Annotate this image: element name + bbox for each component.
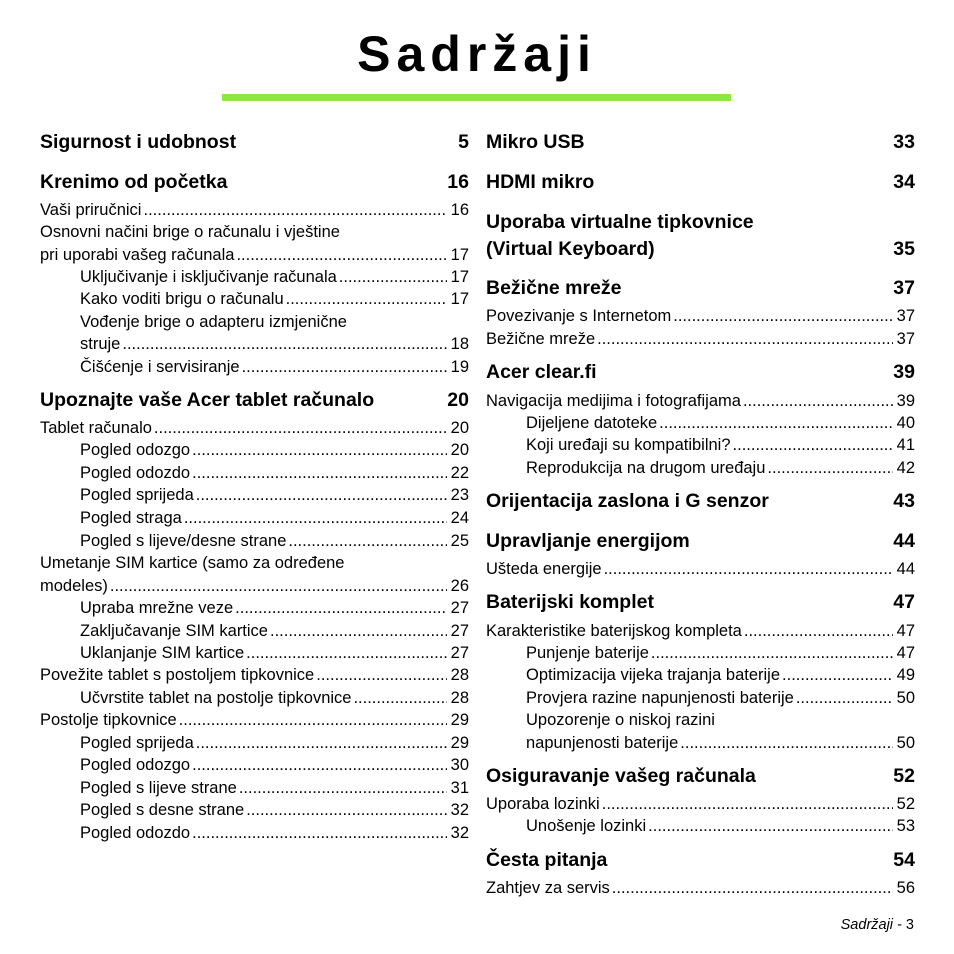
toc-entry[interactable] (80, 313, 469, 332)
toc-heading[interactable] (486, 211, 915, 234)
toc-entry-title: Postolje tipkovnice (40, 711, 177, 729)
toc-dot-leader (673, 307, 892, 326)
toc-page-number: 49 (896, 666, 915, 684)
toc-entry[interactable] (80, 532, 469, 551)
toc-dot-leader (143, 201, 446, 220)
toc-dot-leader (239, 779, 447, 798)
toc-dot-leader (353, 689, 446, 708)
toc-entry[interactable] (80, 486, 469, 505)
title-underline (222, 94, 731, 101)
toc-entry[interactable] (526, 459, 915, 478)
toc-entry-title: Pogled odozgo (80, 441, 191, 459)
toc-page-number: 22 (450, 464, 469, 482)
toc-page-number: 40 (896, 414, 915, 432)
page-footer (841, 917, 914, 933)
toc-entry[interactable] (526, 734, 915, 753)
toc-entry[interactable] (486, 795, 915, 814)
toc-page-number: 17 (450, 246, 469, 264)
toc-heading-title: HDMI mikro (486, 171, 595, 193)
toc-entry[interactable] (80, 689, 469, 708)
toc-heading[interactable] (486, 849, 915, 872)
toc-entry-title: Čišćenje i servisiranje (80, 358, 240, 376)
toc-heading-title: Osiguravanje vašeg računala (486, 765, 756, 787)
toc-entry[interactable] (486, 307, 915, 326)
toc-page-number: 29 (450, 711, 469, 729)
toc-entry[interactable] (80, 801, 469, 820)
toc-page-number: 16 (450, 201, 469, 219)
toc-entry-title: Pogled odozdo (80, 824, 191, 842)
toc-page-number: 43 (893, 490, 915, 512)
toc-page-number: 53 (896, 817, 915, 835)
toc-entry[interactable] (486, 622, 915, 641)
toc-entry-title: Zahtjev za servis (486, 879, 610, 897)
toc-page-number: 52 (893, 765, 915, 787)
toc-entry[interactable] (80, 335, 469, 354)
toc-dot-leader (782, 666, 893, 685)
toc-dot-leader (680, 734, 892, 753)
toc-entry-title: Pogled sprijeda (80, 486, 194, 504)
toc-page-number: 28 (450, 689, 469, 707)
toc-dot-leader (122, 335, 446, 354)
toc-heading-title: Mikro USB (486, 131, 585, 153)
toc-heading[interactable] (486, 361, 915, 384)
toc-dot-leader (192, 464, 447, 483)
toc-page-number: 37 (896, 307, 915, 325)
toc-entry[interactable] (486, 330, 915, 349)
toc-entry[interactable] (80, 509, 469, 528)
toc-entry[interactable] (526, 644, 915, 663)
toc-entry-title: Navigacija medijima i fotografijama (486, 392, 741, 410)
toc-entry-title: Uporaba lozinki (486, 795, 600, 813)
toc-entry[interactable] (526, 436, 915, 455)
toc-entry-title: Pogled s lijeve strane (80, 779, 237, 797)
toc-heading[interactable] (486, 238, 915, 261)
toc-page-number: 28 (450, 666, 469, 684)
toc-entry-title: modeles) (40, 577, 108, 595)
toc-heading-title: Sigurnost i udobnost (40, 131, 237, 153)
toc-entry-title: Pogled s desne strane (80, 801, 245, 819)
toc-page-number: 34 (893, 171, 915, 193)
toc-entry-title: Učvrstite tablet na postolje tipkovnice (80, 689, 352, 707)
toc-page-number: 27 (450, 599, 469, 617)
toc-entry-title: Upozorenje o niskoj razini (526, 711, 715, 729)
toc-entry-title: Punjenje baterije (526, 644, 649, 662)
toc-page-number: 20 (450, 441, 469, 459)
toc-page-number: 20 (450, 419, 469, 437)
toc-entry[interactable] (40, 554, 469, 573)
toc-dot-leader (288, 532, 446, 551)
toc-entry[interactable] (40, 711, 469, 730)
toc-page-number: 33 (893, 131, 915, 153)
toc-entry[interactable] (80, 358, 469, 377)
footer-label: Sadržaji - (840, 917, 902, 933)
toc-dot-leader (651, 644, 893, 663)
toc-entry-title: Uklanjanje SIM kartice (80, 644, 245, 662)
toc-page-number: 47 (893, 591, 915, 613)
toc-entry-title: Unošenje lozinki (526, 817, 647, 835)
toc-entry[interactable] (486, 392, 915, 411)
toc-dot-leader (192, 824, 447, 843)
toc-dot-leader (733, 436, 893, 455)
toc-page-number: 37 (893, 277, 915, 299)
toc-dot-leader (246, 644, 446, 663)
toc-page-number: 54 (893, 849, 915, 871)
toc-dot-leader (270, 622, 447, 641)
toc-entry-title: Upraba mrežne veze (80, 599, 234, 617)
toc-entry[interactable] (80, 734, 469, 753)
toc-page-number: 17 (450, 290, 469, 308)
toc-heading-title: Upoznajte vaše Acer tablet računalo (40, 389, 375, 411)
toc-page-number: 27 (450, 644, 469, 662)
toc-dot-leader (192, 441, 447, 460)
toc-entry[interactable] (40, 246, 469, 265)
toc-entry-title: Karakteristike baterijskog kompleta (486, 622, 742, 640)
toc-entry-title: Ušteda energije (486, 560, 602, 578)
toc-page-number: 16 (447, 171, 469, 193)
toc-heading-title: Česta pitanja (486, 849, 608, 871)
toc-dot-leader (602, 795, 893, 814)
toc-page-number: 39 (893, 361, 915, 383)
toc-page-number: 17 (450, 268, 469, 286)
toc-page-number: 23 (450, 486, 469, 504)
toc-page-number: 35 (893, 238, 915, 260)
toc-entry-title: struje (80, 335, 121, 353)
toc-page-number: 44 (893, 530, 915, 552)
toc-heading[interactable] (486, 490, 915, 513)
toc-heading-title: Baterijski komplet (486, 591, 654, 613)
toc-entry-title: Vaši priručnici (40, 201, 142, 219)
footer-page-number: 3 (905, 917, 914, 933)
toc-entry-title: Bežične mreže (486, 330, 596, 348)
toc-heading-title: Upravljanje energijom (486, 530, 690, 552)
toc-entry-title: Uključivanje i isključivanje računala (80, 268, 337, 286)
toc-entry-title: Umetanje SIM kartice (samo za određene (40, 554, 345, 572)
toc-heading[interactable] (40, 389, 469, 412)
toc-entry[interactable] (80, 268, 469, 287)
toc-entry-title: Pogled straga (80, 509, 182, 527)
toc-dot-leader (743, 392, 893, 411)
toc-entry[interactable] (80, 464, 469, 483)
toc-entry-title: Pogled odozgo (80, 756, 191, 774)
toc-entry[interactable] (40, 419, 469, 438)
toc-heading-title: Bežične mreže (486, 277, 622, 299)
toc-entry[interactable] (526, 711, 915, 730)
toc-page-number: 18 (450, 335, 469, 353)
toc-heading-title: Uporaba virtualne tipkovnice (486, 211, 754, 233)
toc-heading[interactable] (486, 277, 915, 300)
toc-page-number: 41 (896, 436, 915, 454)
toc-entry-title: Pogled odozdo (80, 464, 191, 482)
toc-page-number: 52 (896, 795, 915, 813)
toc-entry-title: Pogled sprijeda (80, 734, 194, 752)
toc-entry[interactable] (80, 756, 469, 775)
toc-entry-title: Povežite tablet s postoljem tipkovnice (40, 666, 315, 684)
toc-entry[interactable] (526, 689, 915, 708)
toc-page-number: 31 (450, 779, 469, 797)
toc-dot-leader (604, 560, 893, 579)
toc-entry-title: Povezivanje s Internetom (486, 307, 672, 325)
toc-page-number: 47 (896, 622, 915, 640)
toc-page-number: 25 (450, 532, 469, 550)
toc-dot-leader (767, 459, 892, 478)
toc-dot-leader (339, 268, 447, 287)
toc-entry-title: Tablet računalo (40, 419, 152, 437)
toc-dot-leader (196, 734, 447, 753)
toc-dot-leader (235, 599, 446, 618)
toc-page-number: 29 (450, 734, 469, 752)
toc-entry[interactable] (80, 599, 469, 618)
toc-heading[interactable] (486, 131, 915, 154)
toc-entry[interactable] (80, 441, 469, 460)
toc-entry-title: Vođenje brige o adapteru izmjenične (80, 313, 347, 331)
toc-dot-leader (110, 577, 447, 596)
toc-entry-title: Reprodukcija na drugom uređaju (526, 459, 766, 477)
toc-dot-leader (612, 879, 893, 898)
toc-page-number: 47 (896, 644, 915, 662)
toc-entry[interactable] (80, 824, 469, 843)
toc-page-number: 32 (450, 824, 469, 842)
toc-page-number: 44 (896, 560, 915, 578)
toc-dot-leader (286, 290, 447, 309)
toc-entry-title: Kako voditi brigu o računalu (80, 290, 284, 308)
toc-entry[interactable] (80, 290, 469, 309)
toc-entry-title: Optimizacija vijeka trajanja baterije (526, 666, 781, 684)
toc-page-number: 42 (896, 459, 915, 477)
toc-entry[interactable] (40, 577, 469, 596)
toc-page-number: 37 (896, 330, 915, 348)
toc-heading-title: Acer clear.fi (486, 361, 597, 383)
toc-entry[interactable] (526, 817, 915, 836)
toc-heading-title: Orijentacija zaslona i G senzor (486, 490, 769, 512)
toc-dot-leader (648, 817, 892, 836)
toc-dot-leader (597, 330, 893, 349)
toc-heading[interactable] (486, 171, 915, 194)
toc-dot-leader (196, 486, 447, 505)
toc-heading-title: (Virtual Keyboard) (486, 238, 655, 260)
toc-entry[interactable] (486, 560, 915, 579)
toc-entry-title: napunjenosti baterije (526, 734, 679, 752)
toc-page-number: 50 (896, 734, 915, 752)
toc-page-number: 19 (450, 358, 469, 376)
toc-dot-leader (192, 756, 447, 775)
toc-page-number: 50 (896, 689, 915, 707)
toc-page-number: 27 (450, 622, 469, 640)
toc-entry[interactable] (486, 879, 915, 898)
toc-heading[interactable] (486, 530, 915, 553)
toc-page-number: 56 (896, 879, 915, 897)
toc-entry-title: Dijeljene datoteke (526, 414, 658, 432)
toc-entry-title: Zaključavanje SIM kartice (80, 622, 268, 640)
toc-page-number: 20 (447, 389, 469, 411)
toc-heading[interactable] (486, 591, 915, 614)
toc-dot-leader (659, 414, 892, 433)
toc-entry-title: Koji uređaji su kompatibilni? (526, 436, 731, 454)
toc-dot-leader (154, 419, 447, 438)
toc-dot-leader (316, 666, 446, 685)
toc-heading[interactable] (40, 171, 469, 194)
toc-entry-title: Pogled s lijeve/desne strane (80, 532, 287, 550)
toc-dot-leader (744, 622, 893, 641)
toc-entry[interactable] (40, 223, 469, 242)
toc-entry[interactable] (40, 666, 469, 685)
toc-entry[interactable] (80, 779, 469, 798)
toc-dot-leader (179, 711, 447, 730)
toc-dot-leader (184, 509, 447, 528)
toc-dot-leader (242, 358, 447, 377)
toc-entry-title: Provjera razine napunjenosti baterije (526, 689, 794, 707)
toc-entry-title: Osnovni načini brige o računalu i vještine (40, 223, 340, 241)
toc-page-number: 30 (450, 756, 469, 774)
toc-entry[interactable] (40, 201, 469, 220)
toc-page-number: 5 (458, 131, 469, 153)
toc-heading[interactable] (40, 131, 469, 154)
toc-entry-title: pri uporabi vašeg računala (40, 246, 235, 264)
toc-heading-title: Krenimo od početka (40, 171, 228, 193)
toc-entry[interactable] (80, 644, 469, 663)
toc-page-number: 39 (896, 392, 915, 410)
toc-page-number: 32 (450, 801, 469, 819)
toc-dot-leader (246, 801, 446, 820)
page-title: Sadržaji (357, 26, 597, 82)
toc-heading[interactable] (486, 765, 915, 788)
toc-page-number: 24 (450, 509, 469, 527)
toc-entry[interactable] (80, 622, 469, 641)
toc-entry[interactable] (526, 414, 915, 433)
toc-dot-leader (236, 246, 446, 265)
toc-dot-leader (796, 689, 893, 708)
toc-entry[interactable] (526, 666, 915, 685)
toc-page-number: 26 (450, 577, 469, 595)
